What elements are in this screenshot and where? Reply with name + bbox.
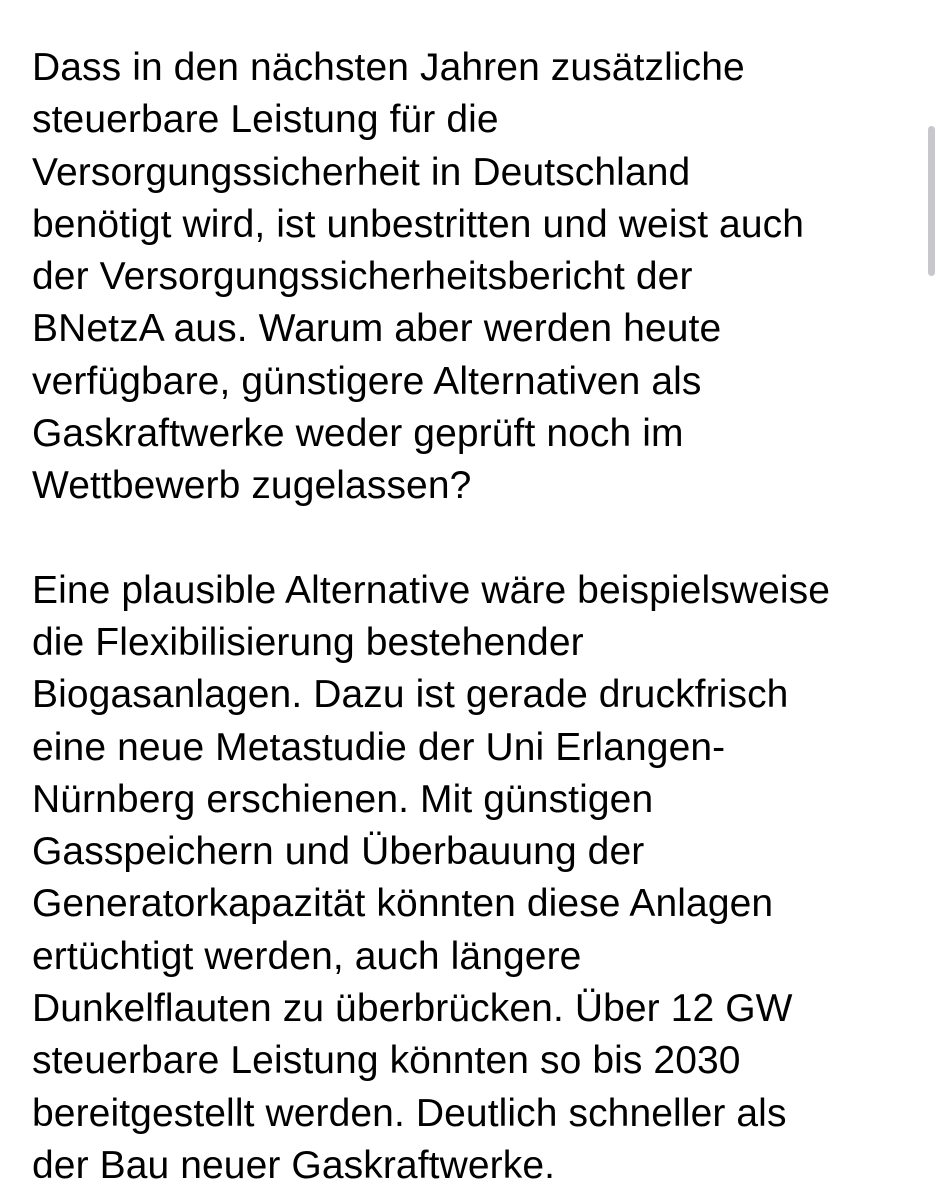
text-line: Versorgungssicherheit in Deutschland — [32, 150, 691, 194]
text-line: Wettbewerb zugelassen? — [32, 464, 472, 508]
text-line: bereitgestellt werden. Deutlich schneller als — [32, 1091, 787, 1135]
text-line: steuerbare Leistung für die — [32, 98, 499, 142]
text-line: Gasspeichern und Überbauung der — [32, 830, 645, 874]
text-line: Dunkelflauten zu überbrücken. Über 12 GW — [32, 987, 793, 1031]
text-line: Dass in den nächsten Jahren zusätzliche — [32, 46, 745, 89]
paragraph-1 — [32, 42, 912, 513]
text-line: ertüchtigt werden, auch längere — [32, 934, 582, 978]
paragraph-2 — [32, 565, 912, 1193]
note-content — [32, 42, 912, 1192]
scrollbar-thumb[interactable] — [928, 126, 935, 276]
paragraph-gap — [32, 513, 912, 565]
text-line: verfügbare, günstigere Alternativen als — [32, 359, 702, 403]
text-line: eine neue Metastudie der Uni Erlangen- — [32, 725, 726, 769]
text-line: Eine plausible Alternative wäre beispielsweise — [32, 568, 831, 612]
text-line: steuerbare Leistung könnten so bis 2030 — [32, 1039, 741, 1083]
text-line: Biogasanlagen. Dazu ist gerade druckfrisch — [32, 673, 789, 717]
text-line: Gaskraftwerke weder geprüft noch im — [32, 412, 684, 456]
text-line: benötigt wird, ist unbestritten und weist auch — [32, 202, 805, 246]
text-line: Nürnberg erschienen. Mit günstigen — [32, 777, 654, 821]
text-line: die Flexibilisierung bestehender — [32, 620, 584, 664]
text-line: Generatorkapazität könnten diese Anlagen — [32, 882, 774, 926]
text-line: BNetzA aus. Warum aber werden heute — [32, 307, 722, 351]
text-line: der Bau neuer Gaskraftwerke. — [32, 1143, 556, 1187]
text-line: der Versorgungssicherheitsbericht der — [32, 255, 693, 299]
